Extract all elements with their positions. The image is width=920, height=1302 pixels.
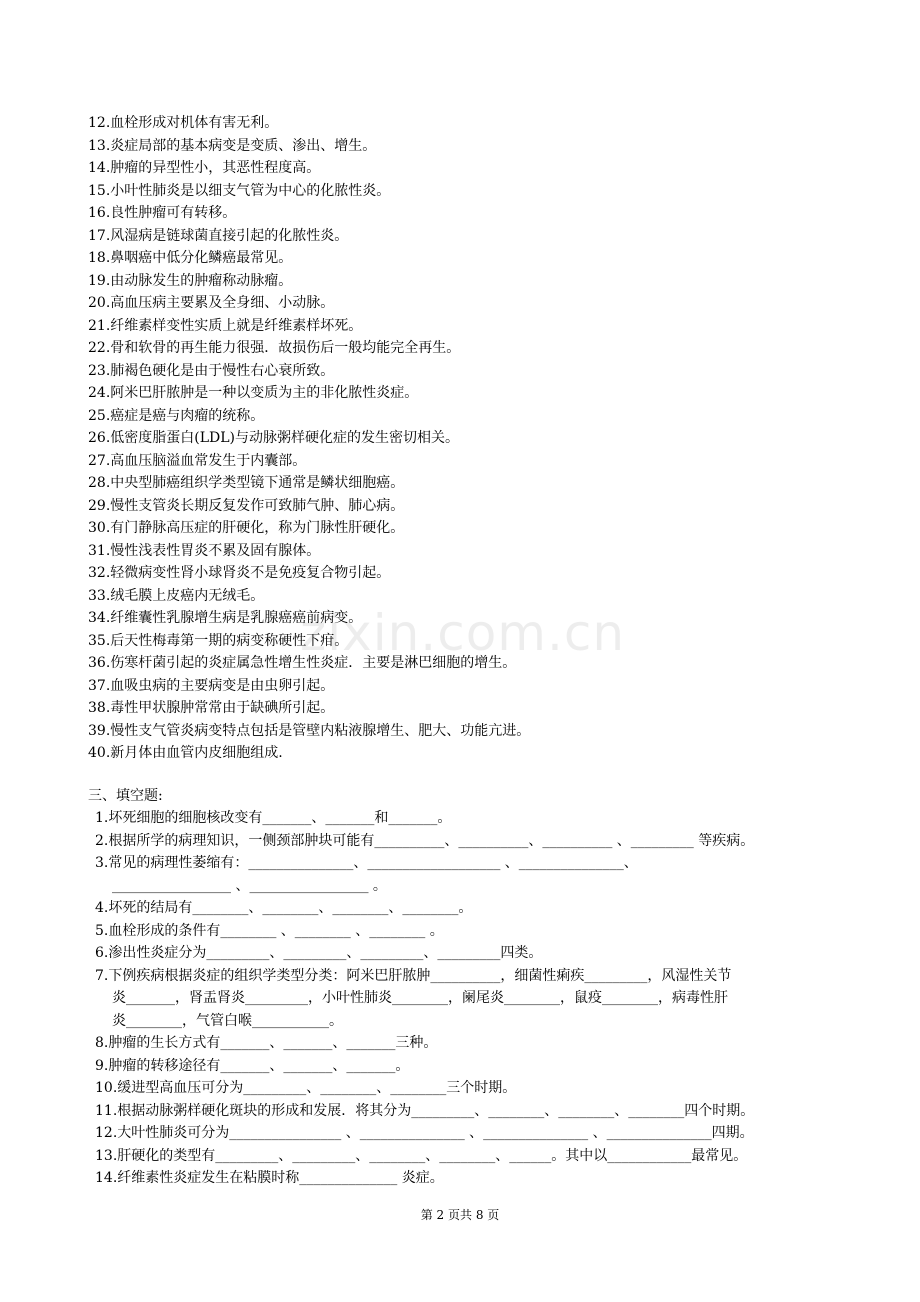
statement-item: 15.小叶性肺炎是以细支气管为中心的化脓性炎。 <box>88 182 391 199</box>
statement-item: 36.伤寒杆菌引起的炎症属急性增生性炎症．主要是淋巴细胞的增生。 <box>88 655 517 671</box>
question-item: 5.血栓形成的条件有________ 、________ 、________ 。 <box>95 922 444 939</box>
statement-item: 35.后天性梅毒第一期的病变称硬性下疳。 <box>88 632 349 649</box>
question-continuation: _________________ 、_________________ 。 <box>112 877 387 894</box>
statement-item: 12.血栓形成对机体有害无利。 <box>88 115 279 131</box>
statement-item: 32.轻微病变性肾小球肾炎不是免疫复合物引起。 <box>88 565 391 581</box>
question-item: 12.大叶性肺炎可分为________________ 、_______________ 、_______________ 、_______________四期。 <box>95 1125 754 1141</box>
statement-item: 31.慢性浅表性胃炎不累及固有腺体。 <box>88 542 321 559</box>
statement-item: 22.骨和软骨的再生能力很强．故损伤后一般均能完全再生。 <box>88 340 461 356</box>
statement-item: 30.有门静脉高压症的肝硬化，称为门脉性肝硬化。 <box>88 520 405 536</box>
statement-item: 24.阿米巴肝脓肿是一种以变质为主的非化脓性炎症。 <box>88 385 419 401</box>
question-item: 2.根据所学的病理知识，一侧颈部肿块可能有__________、__________、__________ 、_________ 等疾病。 <box>95 832 755 849</box>
question-item: 9.肿瘤的转移途径有_______、_______、_______。 <box>95 1057 410 1074</box>
question-item: 6.渗出性炎症分为_________、_________、_________、_________四类。 <box>95 945 543 961</box>
statement-item: 14.肿瘤的异型性小，其恶性程度高。 <box>88 160 321 176</box>
section-heading: 三、填空题: <box>88 787 163 804</box>
statement-item: 39.慢性支气管炎病变特点包括是管壁内粘液腺增生、肥大、功能亢进。 <box>88 722 531 739</box>
statement-item: 23.肺褐色硬化是由于慢性右心衰所致。 <box>88 362 335 379</box>
statement-item: 34.纤维囊性乳腺增生病是乳腺癌癌前病变。 <box>88 610 363 626</box>
statement-item: 21.纤维素样变性实质上就是纤维素样坏死。 <box>88 317 363 334</box>
question-item: 14.纤维素性炎症发生在粘膜时称______________ 炎症。 <box>95 1170 444 1186</box>
statement-item: 40.新月体由血管内皮细胞组成. <box>88 745 283 761</box>
statement-item: 19.由动脉发生的肿瘤称动脉瘤。 <box>88 272 293 289</box>
fill-in-list <box>0 807 920 1190</box>
statement-item: 29.慢性支管炎长期反复发作可致肺气肿、肺心病。 <box>88 497 405 514</box>
question-item: 10.缓进型高血压可分为_________、________、________三个时期。 <box>95 1080 517 1096</box>
statement-item: 16.良性肿瘤可有转移。 <box>88 205 237 221</box>
question-item: 1.坏死细胞的细胞核改变有_______、_______和_______。 <box>95 810 452 826</box>
statement-item: 33.绒毛膜上皮癌内无绒毛。 <box>88 587 265 604</box>
statement-item: 27.高血压脑溢血常发生于内囊部。 <box>88 452 307 469</box>
statement-item: 28.中央型肺癌组织学类型镜下通常是鳞状细胞癌。 <box>88 475 405 491</box>
watermark: zixin.com.cn <box>300 604 626 662</box>
statement-item: 20.高血压病主要累及全身细、小动脉。 <box>88 295 335 311</box>
question-continuation: 炎________，气管白喉___________。 <box>112 1012 343 1029</box>
statement-item: 25.癌症是癌与肉瘤的统称。 <box>88 407 265 424</box>
statement-item: 17.风湿病是链球菌直接引起的化脓性炎。 <box>88 227 349 244</box>
question-item: 13.肝硬化的类型有_________、_________、________、________、______。其中以____________最常见。 <box>95 1147 748 1164</box>
statement-item: 13.炎症局部的基本病变是变质、渗出、增生。 <box>88 137 377 154</box>
page-footer: 第 2 页共 8 页 <box>420 1208 500 1222</box>
statement-item: 38.毒性甲状腺肿常常由于缺碘所引起。 <box>88 700 335 716</box>
question-continuation: 炎_______，肾盂肾炎_________，小叶性肺炎________，阑尾炎________，鼠疫________，病毒性肝 <box>112 990 728 1006</box>
question-item: 11.根据动脉粥样硬化斑块的形成和发展．将其分为_________、________、________、________四个时期。 <box>95 1102 755 1119</box>
fill-in-section <box>0 785 920 1190</box>
statement-item: 26.低密度脂蛋白(LDL)与动脉粥样硬化症的发生密切相关。 <box>88 430 460 446</box>
statement-item: 18.鼻咽癌中低分化鳞癌最常见。 <box>88 250 293 266</box>
statement-item: 37.血吸虫病的主要病变是由虫卵引起。 <box>88 677 335 694</box>
question-item: 3.常见的病理性萎缩有：_______________、___________________ 、_______________、 <box>95 855 638 871</box>
question-item: 8.肿瘤的生长方式有_______、_______、_______三种。 <box>95 1035 438 1051</box>
question-item: 4.坏死的结局有________、________、________、________。 <box>95 900 473 916</box>
true-false-list <box>0 112 920 765</box>
question-item: 7.下例疾病根据炎症的组织学类型分类：阿米巴肝脓肿__________，细菌性痢疾_________，风湿性关节 <box>95 967 732 984</box>
